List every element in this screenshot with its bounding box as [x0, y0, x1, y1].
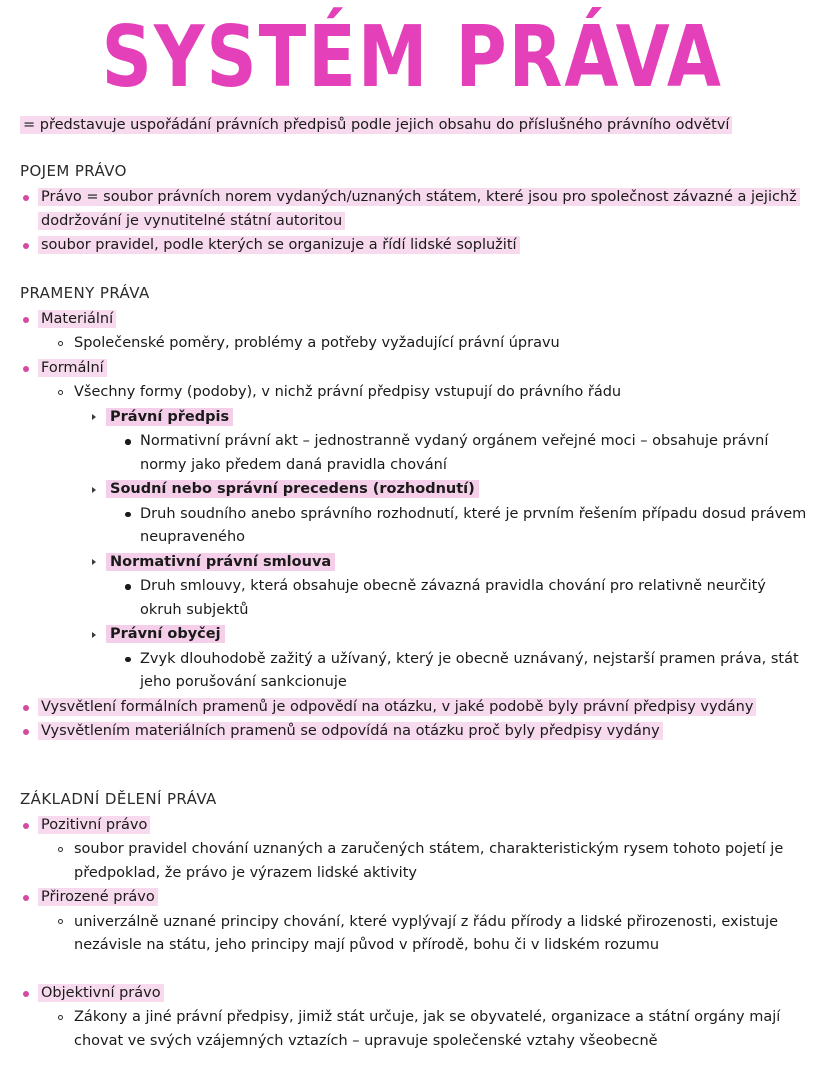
list-item-text: Právní obyčej — [106, 625, 225, 643]
list-item-text: Zvyk dlouhodobě zažitý a užívaný, který je obecně uznávaný, nejstarší pramen práva, stát jeho porušování sankcionuje — [140, 650, 799, 691]
list-item — [88, 551, 810, 574]
list-item — [20, 186, 810, 233]
list-item — [54, 332, 810, 355]
list-item — [54, 381, 810, 404]
list-item — [20, 814, 810, 837]
bullet-level-2-icon — [58, 390, 63, 395]
bullet-level-1-icon — [23, 366, 29, 372]
bullet-level-4-icon — [125, 657, 131, 663]
bullet-level-4-icon — [125, 584, 131, 590]
list-item — [20, 720, 810, 743]
list-item-text: Pozitivní právo — [38, 816, 150, 834]
list-item — [20, 357, 810, 380]
list-item — [88, 406, 810, 429]
bullet-level-1-icon — [23, 317, 29, 323]
list-item — [122, 430, 810, 477]
list-item-text: soubor pravidel chování uznaných a zaručených státem, charakteristickým rysem tohoto pojetí je předpoklad, že právo je výrazem lidské aktivity — [74, 841, 784, 881]
list-item — [20, 696, 810, 719]
list-item-text: Právo = soubor právních norem vydaných/uznaných státem, které jsou pro společnost závazné a jejichž dodržování je vynutitelné státní autoritou — [38, 188, 800, 229]
bullet-level-1-icon — [23, 729, 29, 735]
list-item — [54, 911, 810, 958]
list-item — [20, 308, 810, 331]
list-item-text: Materiální — [38, 310, 116, 328]
section-heading: PRAMENY PRÁVA — [20, 283, 150, 302]
section-heading: POJEM PRÁVO — [20, 162, 127, 181]
sections-root — [14, 162, 810, 1053]
list-item-text: Druh smlouvy, která obsahuje obecně závazná pravidla chování pro relativně neurčitý okruh subjektů — [140, 578, 766, 618]
list-item — [88, 623, 810, 646]
list-item-text: Normativní právní akt – jednostranně vydaný orgánem veřejné moci – obsahuje právní normy jako předem daná pravidla chování — [140, 433, 769, 473]
vertical-spacer — [20, 959, 810, 981]
lead-definition-container — [20, 114, 810, 136]
bullet-level-4-icon — [125, 439, 131, 445]
bullet-level-1-icon — [23, 895, 29, 901]
bullet-level-2-icon — [58, 341, 63, 346]
list-item-text: Vysvětlením materiálních pramenů se odpovídá na otázku proč byly předpisy vydány — [38, 722, 663, 740]
bullet-level-1-icon — [23, 991, 29, 997]
lead-definition: = představuje uspořádání právních předpisů podle jejich obsahu do příslušného právního odvětví — [20, 116, 732, 134]
list-item — [20, 982, 810, 1005]
section-list — [20, 308, 810, 744]
list-item — [122, 503, 810, 550]
title-container — [14, 0, 810, 107]
bullet-level-3-icon — [92, 632, 96, 638]
list-item-text: Přirozené právo — [38, 888, 158, 906]
list-item-text: Formální — [38, 359, 107, 377]
list-item-text: Zákony a jiné právní předpisy, jimiž stát určuje, jak se obyvatelé, organizace a státní orgány mají chovat ve svých vzájemných vztazích – upravuje společenské vztahy všeobecně — [74, 1009, 781, 1049]
list-item-text: univerzálně uznané principy chování, které vyplývají z řádu přírody a lidské přirozenosti, existuje nezávisle na státu, jeho principy mají původ v přírodě, bohu či v lidském rozumu — [74, 913, 779, 954]
bullet-level-4-icon — [125, 512, 131, 518]
page-title: SYSTÉM PRÁVA — [101, 6, 723, 107]
bullet-level-2-icon — [58, 847, 63, 852]
list-item — [20, 886, 810, 909]
section-list — [20, 186, 810, 257]
section-list — [20, 814, 810, 1053]
bullet-level-1-icon — [23, 243, 29, 249]
list-item-text: Normativní právní smlouva — [106, 553, 335, 571]
list-item-text: Objektivní právo — [38, 984, 164, 1002]
bullet-level-1-icon — [23, 823, 29, 829]
list-item-text: Právní předpis — [106, 408, 233, 426]
list-item-text: Soudní nebo správní precedens (rozhodnutí) — [106, 480, 479, 498]
bullet-level-1-icon — [23, 705, 29, 711]
bullet-level-3-icon — [92, 559, 96, 565]
bullet-level-3-icon — [92, 414, 96, 420]
section-heading: ZÁKLADNÍ DĚLENÍ PRÁVA — [20, 789, 217, 808]
list-item-text: soubor pravidel, podle kterých se organizuje a řídí lidské soplužití — [38, 236, 520, 254]
bullet-level-2-icon — [58, 919, 63, 924]
list-item-text: Společenské poměry, problémy a potřeby vyžadující právní úpravu — [74, 335, 560, 352]
list-item-text: Vysvětlení formálních pramenů je odpovědí na otázku, v jaké podobě byly právní předpisy vydány — [38, 698, 756, 716]
list-item — [20, 234, 810, 257]
list-item-text: Všechny formy (podoby), v nichž právní předpisy vstupují do právního řádu — [74, 384, 622, 401]
list-item-text: Druh soudního anebo správního rozhodnutí, které je prvním řešením případu dosud právem neupraveného — [140, 505, 807, 546]
list-item — [54, 838, 810, 885]
list-item — [122, 575, 810, 622]
list-item — [88, 478, 810, 501]
bullet-level-3-icon — [92, 487, 96, 493]
bullet-level-2-icon — [58, 1015, 63, 1020]
bullet-level-1-icon — [23, 195, 29, 201]
list-item — [122, 648, 810, 695]
list-item — [54, 1006, 810, 1053]
